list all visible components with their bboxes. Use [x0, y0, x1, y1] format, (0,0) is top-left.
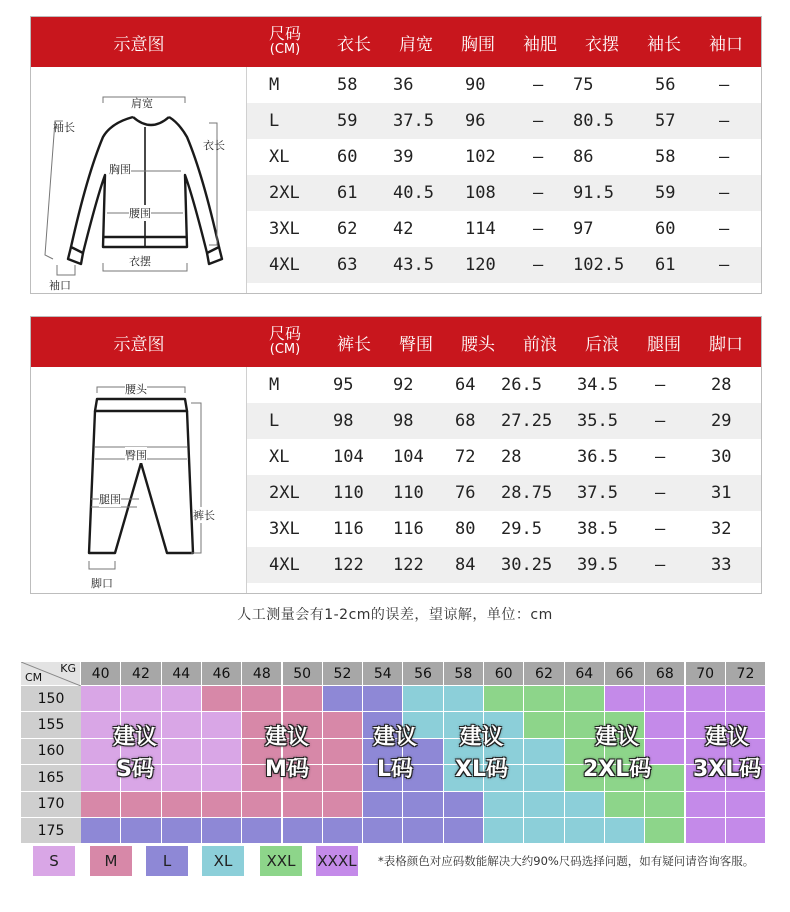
value-cell: 39	[393, 147, 414, 167]
weight-header: 62	[524, 662, 564, 686]
height-label: 150	[21, 686, 81, 712]
top-col-header: 袖长	[647, 34, 681, 55]
size-cell	[726, 686, 766, 712]
value-cell: 37.5	[577, 483, 618, 503]
top-table-rows	[247, 67, 761, 283]
value-cell: 102.5	[573, 255, 625, 275]
weight-header: 54	[363, 662, 403, 686]
size-cell	[484, 686, 524, 712]
size-cell	[605, 686, 645, 712]
table-row	[247, 175, 761, 211]
size-cell: 4XL	[269, 255, 300, 275]
weight-header: 42	[121, 662, 161, 686]
size-cell	[162, 712, 202, 738]
size-cell	[242, 686, 282, 712]
diagram-header: 示意图	[113, 334, 165, 355]
size-recommendation-label: 建议 XL码	[455, 725, 508, 782]
size-cell	[323, 818, 363, 844]
value-cell: 31	[711, 483, 732, 503]
value-cell: 91.5	[573, 183, 614, 203]
value-cell: –	[719, 183, 730, 203]
value-cell: 63	[337, 255, 358, 275]
value-cell: 32	[711, 519, 732, 539]
value-cell: 38.5	[577, 519, 618, 539]
table-row	[247, 403, 761, 439]
weight-header: 64	[565, 662, 605, 686]
value-cell: 80	[455, 519, 476, 539]
size-cell	[565, 792, 605, 818]
top-col-header: 袖肥	[523, 34, 557, 55]
size-cell	[484, 792, 524, 818]
size-header: 尺码 (CM)	[268, 24, 301, 57]
size-header: 尺码 (CM)	[268, 324, 301, 357]
value-cell: 68	[455, 411, 476, 431]
weight-header: 56	[403, 662, 443, 686]
value-cell: 120	[465, 255, 496, 275]
corner-kg-label: KG	[60, 662, 76, 675]
label-leg-opening: 脚口	[91, 577, 113, 590]
table-row	[247, 103, 761, 139]
size-cell	[121, 818, 161, 844]
weight-header: 58	[444, 662, 484, 686]
value-cell: 29.5	[501, 519, 542, 539]
size-cell	[565, 818, 605, 844]
size-recommendation-label: 建议 M码	[265, 725, 310, 782]
value-cell: 26.5	[501, 375, 542, 395]
size-cell	[363, 818, 403, 844]
size-cell	[202, 792, 242, 818]
size-cell	[323, 792, 363, 818]
legend-swatch: XL	[202, 846, 244, 876]
table-row	[247, 247, 761, 283]
weight-header: 60	[484, 662, 524, 686]
table-row	[247, 139, 761, 175]
diagram-header: 示意图	[113, 34, 165, 55]
table-row	[247, 367, 761, 403]
size-cell	[645, 792, 685, 818]
size-cell: 3XL	[269, 219, 300, 239]
size-cell	[363, 686, 403, 712]
size-cell	[444, 792, 484, 818]
value-cell: 30	[711, 447, 732, 467]
bot-col-header: 臀围	[399, 334, 433, 355]
legend-swatch: XXXL	[316, 846, 358, 876]
value-cell: 102	[465, 147, 496, 167]
value-cell: –	[655, 483, 666, 503]
size-cell	[605, 792, 645, 818]
size-cell: XL	[269, 447, 290, 467]
size-cell: M	[269, 375, 280, 395]
height-label: 170	[21, 792, 81, 818]
value-cell: 40.5	[393, 183, 434, 203]
size-cell	[524, 686, 564, 712]
size-cell: XL	[269, 147, 290, 167]
label-cuff: 袖口	[49, 279, 71, 292]
top-col-header: 胸围	[461, 34, 495, 55]
value-cell: –	[719, 111, 730, 131]
value-cell: 28	[501, 447, 522, 467]
value-cell: 29	[711, 411, 732, 431]
size-cell	[524, 792, 564, 818]
legend-swatch: S	[33, 846, 75, 876]
value-cell: 97	[573, 219, 594, 239]
size-cell	[686, 818, 726, 844]
value-cell: 122	[333, 555, 364, 575]
label-body-length: 衣长	[203, 139, 225, 152]
value-cell: 34.5	[577, 375, 618, 395]
value-cell: 36	[393, 75, 414, 95]
size-cell: L	[269, 411, 280, 431]
bot-col-header: 后浪	[585, 334, 619, 355]
size-cell	[726, 818, 766, 844]
legend-swatch: M	[90, 846, 132, 876]
size-cell	[162, 818, 202, 844]
weight-header: 40	[81, 662, 121, 686]
value-cell: 37.5	[393, 111, 434, 131]
table-row	[247, 511, 761, 547]
value-cell: 84	[455, 555, 476, 575]
size-cell	[686, 686, 726, 712]
bot-col-header: 腰头	[461, 334, 495, 355]
value-cell: 110	[333, 483, 364, 503]
top-size-table	[30, 16, 762, 294]
value-cell: –	[655, 555, 666, 575]
value-cell: 116	[393, 519, 424, 539]
value-cell: 28.75	[501, 483, 553, 503]
height-label: 175	[21, 818, 81, 844]
value-cell: 56	[655, 75, 676, 95]
value-cell: 110	[393, 483, 424, 503]
value-cell: 59	[655, 183, 676, 203]
value-cell: 75	[573, 75, 594, 95]
size-cell	[403, 818, 443, 844]
weight-header: 70	[686, 662, 726, 686]
weight-header: 44	[162, 662, 202, 686]
value-cell: 122	[393, 555, 424, 575]
size-cell	[202, 765, 242, 791]
value-cell: 57	[655, 111, 676, 131]
height-label: 155	[21, 712, 81, 738]
size-cell	[524, 765, 564, 791]
value-cell: 42	[393, 219, 414, 239]
value-cell: 30.25	[501, 555, 553, 575]
value-cell: 108	[465, 183, 496, 203]
legend-swatch: XXL	[260, 846, 302, 876]
value-cell: –	[719, 219, 730, 239]
table-row	[247, 547, 761, 583]
size-cell	[162, 765, 202, 791]
top-table-header	[31, 17, 761, 67]
value-cell: –	[719, 255, 730, 275]
table-row	[247, 67, 761, 103]
value-cell: 58	[655, 147, 676, 167]
table-row	[247, 439, 761, 475]
weight-header: 52	[323, 662, 363, 686]
value-cell: 61	[655, 255, 676, 275]
size-cell	[242, 818, 282, 844]
table-row	[247, 211, 761, 247]
bot-col-header: 脚口	[709, 334, 743, 355]
height-label: 165	[21, 765, 81, 791]
bottom-table-header	[31, 317, 761, 367]
size-cell: L	[269, 111, 280, 131]
bot-col-header: 前浪	[523, 334, 557, 355]
size-cell: M	[269, 75, 280, 95]
bot-col-header: 裤长	[337, 334, 371, 355]
size-cell	[524, 712, 564, 738]
label-pant-length: 裤长	[193, 509, 215, 522]
value-cell: 59	[337, 111, 358, 131]
value-cell: 80.5	[573, 111, 614, 131]
size-recommendation-label: 建议 2XL码	[583, 725, 652, 782]
value-cell: 96	[465, 111, 486, 131]
weight-header: 68	[645, 662, 685, 686]
top-col-header: 衣长	[337, 34, 371, 55]
value-cell: 114	[465, 219, 496, 239]
pants-diagram	[31, 367, 247, 593]
size-cell: 2XL	[269, 183, 300, 203]
size-cell	[283, 792, 323, 818]
bot-col-header: 腿围	[647, 334, 681, 355]
value-cell: 72	[455, 447, 476, 467]
value-cell: 95	[333, 375, 354, 395]
size-cell	[645, 686, 685, 712]
value-cell: –	[655, 411, 666, 431]
size-cell	[121, 686, 161, 712]
size-cell	[162, 739, 202, 765]
label-thigh: 腿围	[99, 493, 121, 506]
value-cell: –	[533, 147, 544, 167]
value-cell: 104	[393, 447, 424, 467]
size-cell	[121, 792, 161, 818]
size-cell	[202, 818, 242, 844]
value-cell: 86	[573, 147, 594, 167]
label-hip: 臀围	[125, 449, 147, 462]
value-cell: 76	[455, 483, 476, 503]
size-cell	[403, 792, 443, 818]
size-cell	[283, 818, 323, 844]
size-cell	[283, 686, 323, 712]
value-cell: –	[655, 375, 666, 395]
size-cell	[81, 818, 121, 844]
weight-header: 72	[726, 662, 766, 686]
size-cell	[202, 712, 242, 738]
size-cell	[726, 792, 766, 818]
table-row	[247, 475, 761, 511]
value-cell: –	[719, 147, 730, 167]
bottom-table-rows	[247, 367, 761, 583]
size-cell: 2XL	[269, 483, 300, 503]
size-recommendation-label: 建议 S码	[113, 725, 158, 782]
size-cell: 4XL	[269, 555, 300, 575]
size-cell	[81, 686, 121, 712]
value-cell: 61	[337, 183, 358, 203]
size-cell	[323, 765, 363, 791]
value-cell: 33	[711, 555, 732, 575]
height-label: 160	[21, 739, 81, 765]
label-hem: 衣摆	[129, 255, 151, 268]
value-cell: 60	[655, 219, 676, 239]
value-cell: 27.25	[501, 411, 553, 431]
top-col-header: 衣摆	[585, 34, 619, 55]
size-recommendation-label: 建议 3XL码	[693, 725, 762, 782]
size-cell	[524, 818, 564, 844]
jacket-diagram	[31, 67, 247, 293]
top-col-header: 袖口	[709, 34, 743, 55]
value-cell: 90	[465, 75, 486, 95]
label-sleeve-length: 袖长	[53, 121, 75, 134]
size-cell	[81, 792, 121, 818]
legend-note: *表格颜色对应码数能解决大约90%尺码选择问题，如有疑问请咨询客服。	[378, 854, 755, 868]
corner-cell	[21, 662, 81, 686]
size-cell	[162, 686, 202, 712]
size-cell	[202, 739, 242, 765]
size-cell	[444, 818, 484, 844]
value-cell: 43.5	[393, 255, 434, 275]
size-cell	[202, 686, 242, 712]
size-cell	[323, 712, 363, 738]
size-recommendation-label: 建议 L码	[373, 725, 418, 782]
value-cell: 58	[337, 75, 358, 95]
corner-cm-label: CM	[25, 671, 43, 684]
measurement-note: 人工测量会有1-2cm的误差，望谅解，单位：cm	[237, 607, 553, 623]
size-cell	[363, 792, 403, 818]
label-chest: 胸围	[109, 163, 131, 176]
value-cell: –	[533, 111, 544, 131]
value-cell: –	[655, 447, 666, 467]
value-cell: 92	[393, 375, 414, 395]
weight-header: 50	[283, 662, 323, 686]
label-waist: 腰围	[129, 207, 151, 220]
value-cell: 104	[333, 447, 364, 467]
weight-header: 66	[605, 662, 645, 686]
value-cell: 35.5	[577, 411, 618, 431]
legend-swatch: L	[146, 846, 188, 876]
size-cell	[403, 686, 443, 712]
value-cell: 116	[333, 519, 364, 539]
weight-header: 46	[202, 662, 242, 686]
value-cell: –	[533, 75, 544, 95]
size-cell	[162, 792, 202, 818]
size-cell	[565, 686, 605, 712]
value-cell: 64	[455, 375, 476, 395]
value-cell: 60	[337, 147, 358, 167]
size-cell	[484, 818, 524, 844]
value-cell: –	[533, 255, 544, 275]
size-cell	[242, 792, 282, 818]
pants-illustration	[31, 367, 246, 595]
top-col-header: 肩宽	[399, 34, 433, 55]
size-cell	[686, 792, 726, 818]
value-cell: –	[719, 75, 730, 95]
weight-header: 48	[242, 662, 282, 686]
size-cell: 3XL	[269, 519, 300, 539]
size-cell	[605, 818, 645, 844]
value-cell: –	[655, 519, 666, 539]
label-shoulder: 肩宽	[131, 97, 153, 110]
value-cell: 28	[711, 375, 732, 395]
value-cell: 98	[393, 411, 414, 431]
size-cell	[323, 686, 363, 712]
value-cell: 36.5	[577, 447, 618, 467]
label-waistband: 腰头	[125, 383, 147, 396]
bottom-size-table	[30, 316, 762, 594]
size-cell	[444, 686, 484, 712]
value-cell: 62	[337, 219, 358, 239]
size-cell	[524, 739, 564, 765]
size-cell	[645, 818, 685, 844]
size-cell	[323, 739, 363, 765]
value-cell: –	[533, 183, 544, 203]
value-cell: 98	[333, 411, 354, 431]
value-cell: –	[533, 219, 544, 239]
value-cell: 39.5	[577, 555, 618, 575]
